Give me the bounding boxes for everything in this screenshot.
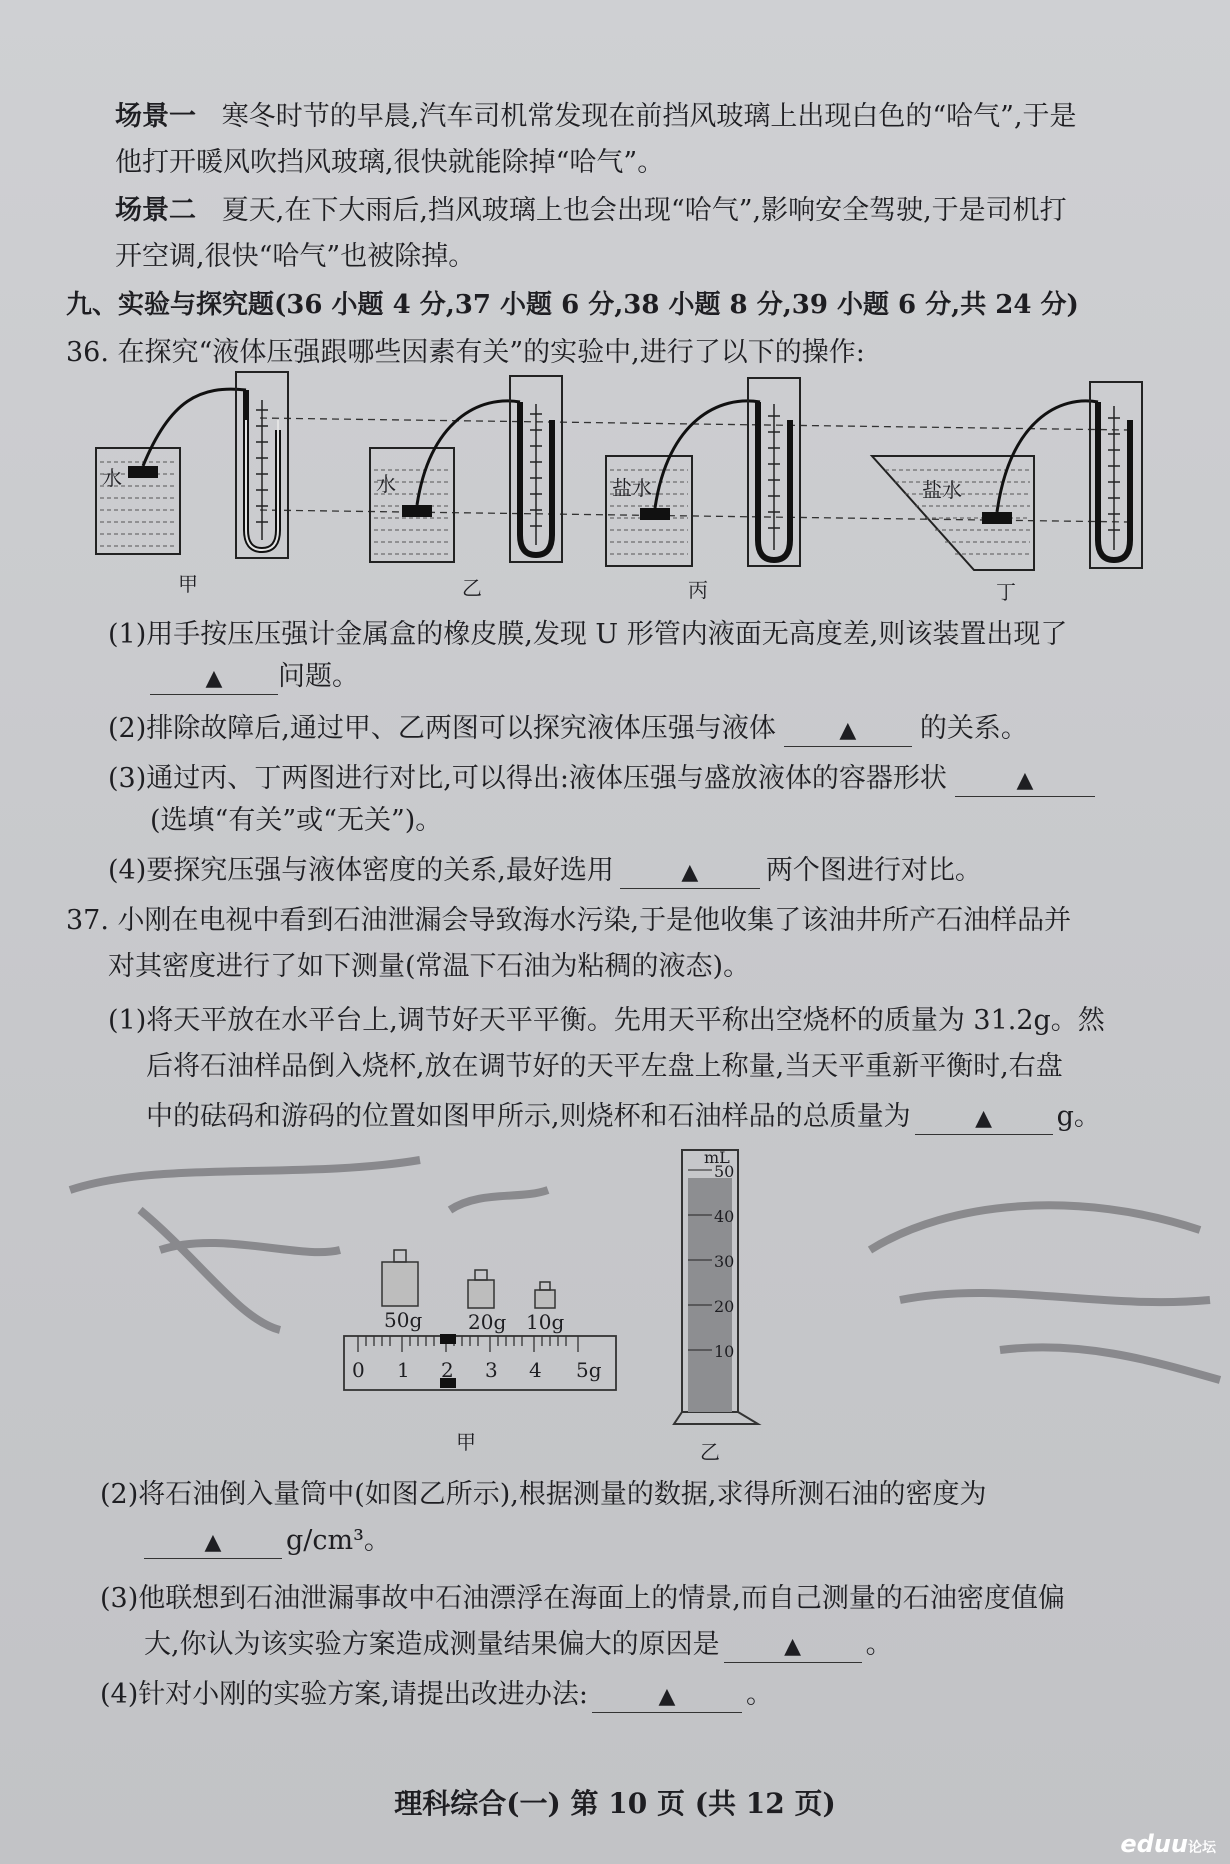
scene2-line2: 开空调,很快“哈气”也被除掉。 xyxy=(115,241,476,272)
scale-tick-3: 3 xyxy=(485,1358,498,1382)
answer-blank-36-1[interactable]: ▲ xyxy=(150,662,278,695)
fig36-label-yi: 乙 xyxy=(462,576,482,600)
cylinder-unit: mL xyxy=(704,1148,730,1167)
scene1-line1: 场景一 寒冬时节的早晨,汽车司机常发现在前挡风玻璃上出现白色的“哈气”,于是 xyxy=(115,101,1077,132)
fig36-label-bing: 丙 xyxy=(688,578,708,602)
cylinder-tick-50: 50 xyxy=(714,1162,735,1181)
weight-10g: 10g xyxy=(526,1310,565,1334)
scene1-label: 场景一 xyxy=(115,101,196,132)
fig37-cylinder xyxy=(674,1150,758,1424)
cylinder-tick-10: 10 xyxy=(714,1342,735,1361)
q37-part2a: (2)将石油倒入量筒中(如图乙所示),根据测量的数据,求得所测石油的密度为 xyxy=(100,1479,987,1510)
fig37-label-jia: 甲 xyxy=(456,1430,476,1454)
liquid-label-ding: 盐水 xyxy=(922,478,962,502)
cylinder-tick-30: 30 xyxy=(714,1252,735,1271)
fig36-yi xyxy=(370,376,562,562)
q37-part1c: 中的砝码和游码的位置如图甲所示,则烧杯和石油样品的总质量为 ▲ g。 xyxy=(146,1100,1101,1135)
page-footer: 理科综合(一) 第 10 页 (共 12 页) xyxy=(394,1787,836,1820)
q37-part1a: (1)将天平放在水平台上,调节好天平平衡。先用天平称出空烧杯的质量为 31.2g。然 xyxy=(108,1005,1105,1036)
q36-stem: 36. 在探究“液体压强跟哪些因素有关”的实验中,进行了以下的操作: xyxy=(66,337,865,368)
scale-tick-5g: 5g xyxy=(576,1358,602,1382)
q36-part3a: (3)通过丙、丁两图进行对比,可以得出:液体压强与盛放液体的容器形状 ▲ xyxy=(108,762,1095,797)
answer-blank-36-2[interactable]: ▲ xyxy=(784,714,912,747)
scale-tick-0: 0 xyxy=(352,1358,365,1382)
q36-part1b: ▲ 问题。 xyxy=(150,660,359,695)
q37-part1b: 后将石油样品倒入烧杯,放在调节好的天平左盘上称量,当天平重新平衡时,右盘 xyxy=(146,1051,1063,1082)
q37-stem1: 37. 小刚在电视中看到石油泄漏会导致海水污染,于是他收集了该油井所产石油样品并 xyxy=(66,905,1072,936)
liquid-label-jia: 水 xyxy=(102,466,122,490)
q37-part2b: ▲ g/cm³。 xyxy=(144,1524,391,1559)
scene2-line1: 场景二 夏天,在下大雨后,挡风玻璃上也会出现“哈气”,影响安全驾驶,于是司机打 xyxy=(115,195,1067,226)
scene2-label: 场景二 xyxy=(115,195,196,226)
liquid-label-yi: 水 xyxy=(376,472,396,496)
q37-part3b: 大,你认为该实验方案造成测量结果偏大的原因是 ▲ 。 xyxy=(144,1628,893,1663)
q37-stem2: 对其密度进行了如下测量(常温下石油为粘稠的液态)。 xyxy=(108,951,751,982)
weight-20g: 20g xyxy=(468,1310,507,1334)
q36-part1a: (1)用手按压压强计金属盒的橡皮膜,发现 U 形管内液面无高度差,则该装置出现了 xyxy=(108,619,1068,650)
answer-blank-37-1[interactable]: ▲ xyxy=(915,1102,1053,1135)
answer-blank-37-2[interactable]: ▲ xyxy=(144,1526,282,1559)
scribble-marks xyxy=(70,1160,1220,1380)
fig36-jia xyxy=(96,372,288,558)
section-title: 九、实验与探究题(36 小题 4 分,37 小题 6 分,38 小题 8 分,39 小题 6 分,共 24 分) xyxy=(66,290,1079,320)
cylinder-tick-20: 20 xyxy=(714,1297,735,1316)
q37-part4: (4)针对小刚的实验方案,请提出改进办法: ▲ 。 xyxy=(100,1678,773,1713)
q36-part4: (4)要探究压强与液体密度的关系,最好选用 ▲ 两个图进行对比。 xyxy=(108,854,982,889)
answer-blank-36-4[interactable]: ▲ xyxy=(620,856,760,889)
liquid-label-bing: 盐水 xyxy=(612,476,652,500)
rider-top xyxy=(440,1334,456,1344)
answer-blank-36-3[interactable]: ▲ xyxy=(955,764,1095,797)
watermark-logo: eduu论坛 xyxy=(1120,1830,1216,1858)
q36-part2: (2)排除故障后,通过甲、乙两图可以探究液体压强与液体 ▲ 的关系。 xyxy=(108,712,1028,747)
weight-50g: 50g xyxy=(384,1308,423,1332)
cylinder-tick-40: 40 xyxy=(714,1207,735,1226)
answer-blank-37-4[interactable]: ▲ xyxy=(592,1680,742,1713)
q37-part3a: (3)他联想到石油泄漏事故中石油漂浮在海面上的情景,而自己测量的石油密度值偏 xyxy=(100,1583,1065,1614)
scale-tick-4: 4 xyxy=(529,1358,542,1382)
q36-part3b: (选填“有关”或“无关”)。 xyxy=(150,805,443,836)
fig36-label-ding: 丁 xyxy=(996,580,1016,604)
scene1-line2: 他打开暖风吹挡风玻璃,很快就能除掉“哈气”。 xyxy=(115,147,665,178)
scale-tick-1: 1 xyxy=(397,1358,410,1382)
fig36-ding xyxy=(872,382,1142,570)
answer-blank-37-3[interactable]: ▲ xyxy=(724,1630,862,1663)
fig37-label-yi: 乙 xyxy=(700,1440,720,1464)
scale-tick-2: 2 xyxy=(441,1358,454,1382)
fig36-label-jia: 甲 xyxy=(178,572,198,596)
